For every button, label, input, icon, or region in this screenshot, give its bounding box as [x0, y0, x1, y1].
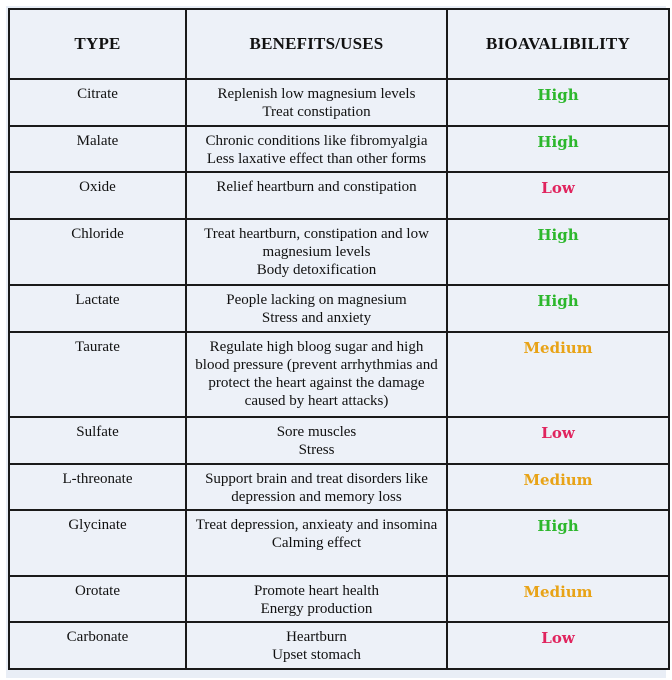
benefit-line: Treat depression, anxieaty and insomina [195, 517, 438, 533]
cell-bioavailability: Medium [447, 464, 669, 510]
benefit-line: Stress and anxiety [261, 310, 372, 326]
cell-type: Lactate [9, 285, 186, 332]
cell-bioavailability: High [447, 285, 669, 332]
cell-benefits [186, 285, 447, 332]
cell-bioavailability: Medium [447, 332, 669, 417]
cell-benefits [186, 172, 447, 219]
table-row [9, 417, 669, 464]
cell-type: Chloride [9, 219, 186, 285]
cell-type: L-threonate [9, 464, 186, 510]
cell-type: Sulfate [9, 417, 186, 464]
cell-type: Taurate [9, 332, 186, 417]
benefit-line: Replenish low magnesium levels [217, 86, 416, 102]
cell-benefits [186, 332, 447, 417]
cell-benefits [186, 464, 447, 510]
benefit-line: Body detoxification [256, 262, 377, 278]
cell-type: Citrate [9, 79, 186, 126]
cell-bioavailability: High [447, 79, 669, 126]
benefit-line: Treat constipation [262, 104, 371, 120]
cell-benefits [186, 622, 447, 669]
cell-benefits [186, 79, 447, 126]
table-body [9, 79, 669, 669]
header-row [9, 9, 669, 79]
header-benefits: BENEFITS/USES [186, 9, 447, 79]
benefit-line: Promote heart health [254, 583, 379, 599]
cell-type: Carbonate [9, 622, 186, 669]
table-row [9, 510, 669, 576]
magnesium-forms-table [8, 8, 670, 670]
header-type: TYPE [9, 9, 186, 79]
benefit-line: Calming effect [271, 535, 362, 551]
benefit-line: Chronic conditions like fibromyalgia [205, 133, 428, 149]
table-row [9, 285, 669, 332]
table-row [9, 332, 669, 417]
cell-type: Oxide [9, 172, 186, 219]
cell-bioavailability: High [447, 510, 669, 576]
benefit-line: Relief heartburn and constipation [216, 179, 417, 195]
cell-bioavailability: Low [447, 622, 669, 669]
cell-benefits [186, 417, 447, 464]
cell-bioavailability: Low [447, 172, 669, 219]
cell-type: Malate [9, 126, 186, 172]
table-row [9, 79, 669, 126]
cell-bioavailability: High [447, 219, 669, 285]
cell-benefits [186, 126, 447, 172]
benefit-line: People lacking on magnesium [226, 292, 407, 308]
benefit-line: Energy production [260, 601, 373, 617]
table-row [9, 219, 669, 285]
cell-benefits [186, 219, 447, 285]
table-row [9, 622, 669, 669]
table-row [9, 464, 669, 510]
cell-type: Orotate [9, 576, 186, 622]
cell-type: Glycinate [9, 510, 186, 576]
benefit-line: Heartburn [286, 629, 347, 645]
table-row [9, 172, 669, 219]
benefit-line: Sore muscles [276, 424, 357, 440]
cell-bioavailability: High [447, 126, 669, 172]
benefit-line: Support brain and treat disorders like depression and memory loss [205, 471, 428, 505]
cell-bioavailability: Low [447, 417, 669, 464]
benefit-line: Upset stomach [272, 647, 361, 663]
cell-bioavailability: Medium [447, 576, 669, 622]
cell-benefits [186, 576, 447, 622]
benefit-line: Treat heartburn, constipation and low magnesium levels [204, 226, 429, 260]
table-row [9, 126, 669, 172]
benefit-line: Regulate high bloog sugar and high blood pressure (prevent arrhythmias and protect the heart against the damage caused by heart attacks) [195, 339, 438, 409]
benefit-line: Stress [298, 442, 335, 458]
table-row [9, 576, 669, 622]
benefit-line: Less laxative effect than other forms [206, 151, 427, 167]
cell-benefits [186, 510, 447, 576]
header-bioavailability: BIOAVALIBILITY [447, 9, 669, 79]
